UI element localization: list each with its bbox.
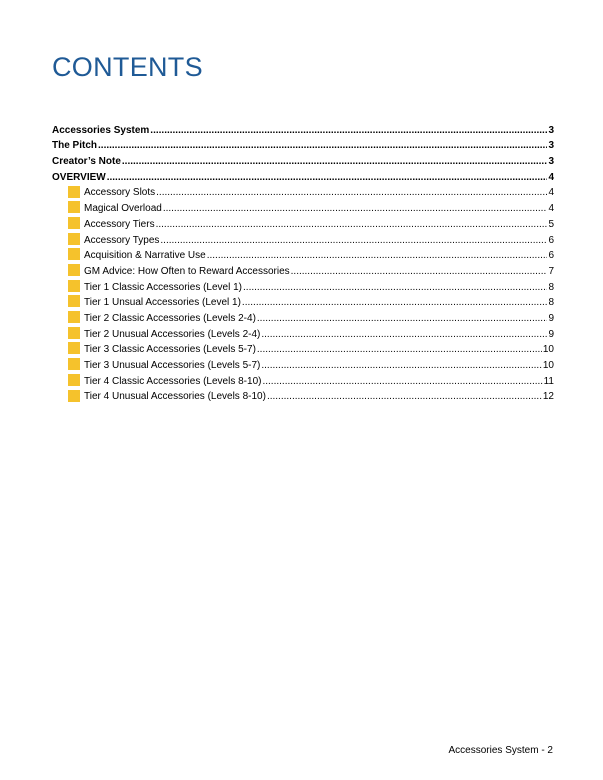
bookmark-marker-icon [68, 358, 80, 370]
toc-leader-dots [98, 139, 547, 152]
toc-entry-title: Accessory Types [84, 234, 160, 246]
toc-page-number: 6 [548, 234, 554, 246]
toc-entry-title: Tier 2 Unusual Accessories (Levels 2-4) [84, 328, 261, 340]
toc-page-number: 5 [548, 218, 554, 230]
bookmark-marker-icon [68, 248, 80, 260]
toc-subentry[interactable] [52, 309, 554, 325]
toc-subentry[interactable] [52, 341, 554, 357]
toc-subentry[interactable] [52, 231, 554, 247]
toc-entry-title: OVERVIEW [52, 171, 106, 183]
toc-entry-title: Magical Overload [84, 203, 162, 215]
toc-leader-dots [262, 375, 542, 388]
toc-entry-title: The Pitch [52, 140, 98, 152]
toc-leader-dots [243, 281, 547, 294]
toc-subentry[interactable] [52, 199, 554, 215]
toc-page-number: 8 [548, 281, 554, 293]
page-footer: Accessories System - 2 [448, 745, 553, 756]
bookmark-marker-icon [68, 186, 80, 198]
toc-entry-overview[interactable] [52, 168, 554, 184]
toc-entry-title: Creator’s Note [52, 156, 121, 168]
bookmark-marker-icon [68, 233, 80, 245]
toc-leader-dots [163, 202, 548, 215]
toc-leader-dots [291, 265, 548, 278]
bookmark-marker-icon [68, 342, 80, 354]
toc-page-number: 3 [548, 124, 554, 136]
bookmark-marker-icon [68, 327, 80, 339]
toc-page-number: 4 [548, 203, 554, 215]
toc-leader-dots [261, 359, 542, 372]
toc-page-number: 11 [543, 375, 554, 387]
toc-subentry[interactable] [52, 294, 554, 310]
toc-subentry[interactable] [52, 356, 554, 372]
toc-subentry[interactable] [52, 215, 554, 231]
toc-page-number: 6 [548, 250, 554, 262]
toc-leader-dots [257, 343, 542, 356]
toc-page-number: 10 [542, 344, 554, 356]
toc-entry-title: Accessory Slots [84, 187, 156, 199]
bookmark-marker-icon [68, 264, 80, 276]
toc-page-number: 9 [548, 328, 554, 340]
page-title: CONTENTS [52, 52, 203, 82]
toc-entry-title: Tier 2 Classic Accessories (Levels 2-4) [84, 312, 256, 324]
toc-entry-title: Tier 3 Classic Accessories (Levels 5-7) [84, 344, 256, 356]
toc-page-number: 9 [548, 312, 554, 324]
toc-subentry[interactable] [52, 388, 554, 404]
bookmark-marker-icon [68, 295, 80, 307]
toc-leader-dots [156, 186, 547, 199]
toc-entry-title: GM Advice: How Often to Reward Accessories [84, 265, 290, 277]
bookmark-marker-icon [68, 217, 80, 229]
toc-leader-dots [261, 328, 547, 341]
toc-leader-dots [107, 171, 548, 184]
toc-page-number: 12 [542, 391, 554, 403]
toc-subentry[interactable] [52, 372, 554, 388]
toc-page-number: 8 [548, 297, 554, 309]
toc-page-number: 10 [542, 360, 554, 371]
toc-leader-dots [156, 218, 548, 231]
toc-subentry[interactable] [52, 262, 554, 278]
toc-page-number: 4 [548, 187, 554, 199]
toc-subentry[interactable] [52, 278, 554, 294]
toc-leader-dots [207, 249, 548, 262]
toc-leader-dots [150, 124, 547, 137]
toc-page-number: 4 [548, 171, 554, 183]
toc-entry-title: Accessory Tiers [84, 218, 155, 230]
toc-entry-title: Acquisition & Narrative Use [84, 250, 206, 262]
toc-subentry[interactable] [52, 184, 554, 200]
toc-entry-the-pitch[interactable] [52, 137, 554, 153]
toc-leader-dots [267, 390, 542, 403]
toc-entry-title: Tier 3 Unusual Accessories (Levels 5-7) [84, 360, 261, 371]
toc-page-number: 3 [548, 156, 554, 168]
bookmark-marker-icon [68, 201, 80, 213]
table-of-contents [52, 121, 554, 403]
toc-leader-dots [122, 155, 548, 168]
toc-entry-creators-note[interactable] [52, 152, 554, 168]
toc-entry-title: Accessories System [52, 124, 150, 136]
toc-entry-title: Tier 4 Unusual Accessories (Levels 8-10) [84, 391, 266, 403]
toc-entry-title: Tier 4 Classic Accessories (Levels 8-10) [84, 375, 262, 387]
bookmark-marker-icon [68, 280, 80, 292]
toc-entry-title: Tier 1 Unsual Accessories (Level 1) [84, 297, 241, 309]
toc-subentry[interactable] [52, 247, 554, 263]
toc-page-number: 7 [548, 265, 554, 277]
toc-leader-dots [242, 296, 548, 309]
toc-leader-dots [257, 312, 548, 325]
toc-page-number: 3 [548, 140, 554, 152]
toc-entry-accessories-system[interactable] [52, 121, 554, 137]
bookmark-marker-icon [68, 311, 80, 323]
toc-subentry[interactable] [52, 325, 554, 341]
bookmark-marker-icon [68, 390, 80, 402]
toc-entry-title: Tier 1 Classic Accessories (Level 1) [84, 281, 243, 293]
toc-leader-dots [160, 234, 547, 247]
bookmark-marker-icon [68, 374, 80, 386]
